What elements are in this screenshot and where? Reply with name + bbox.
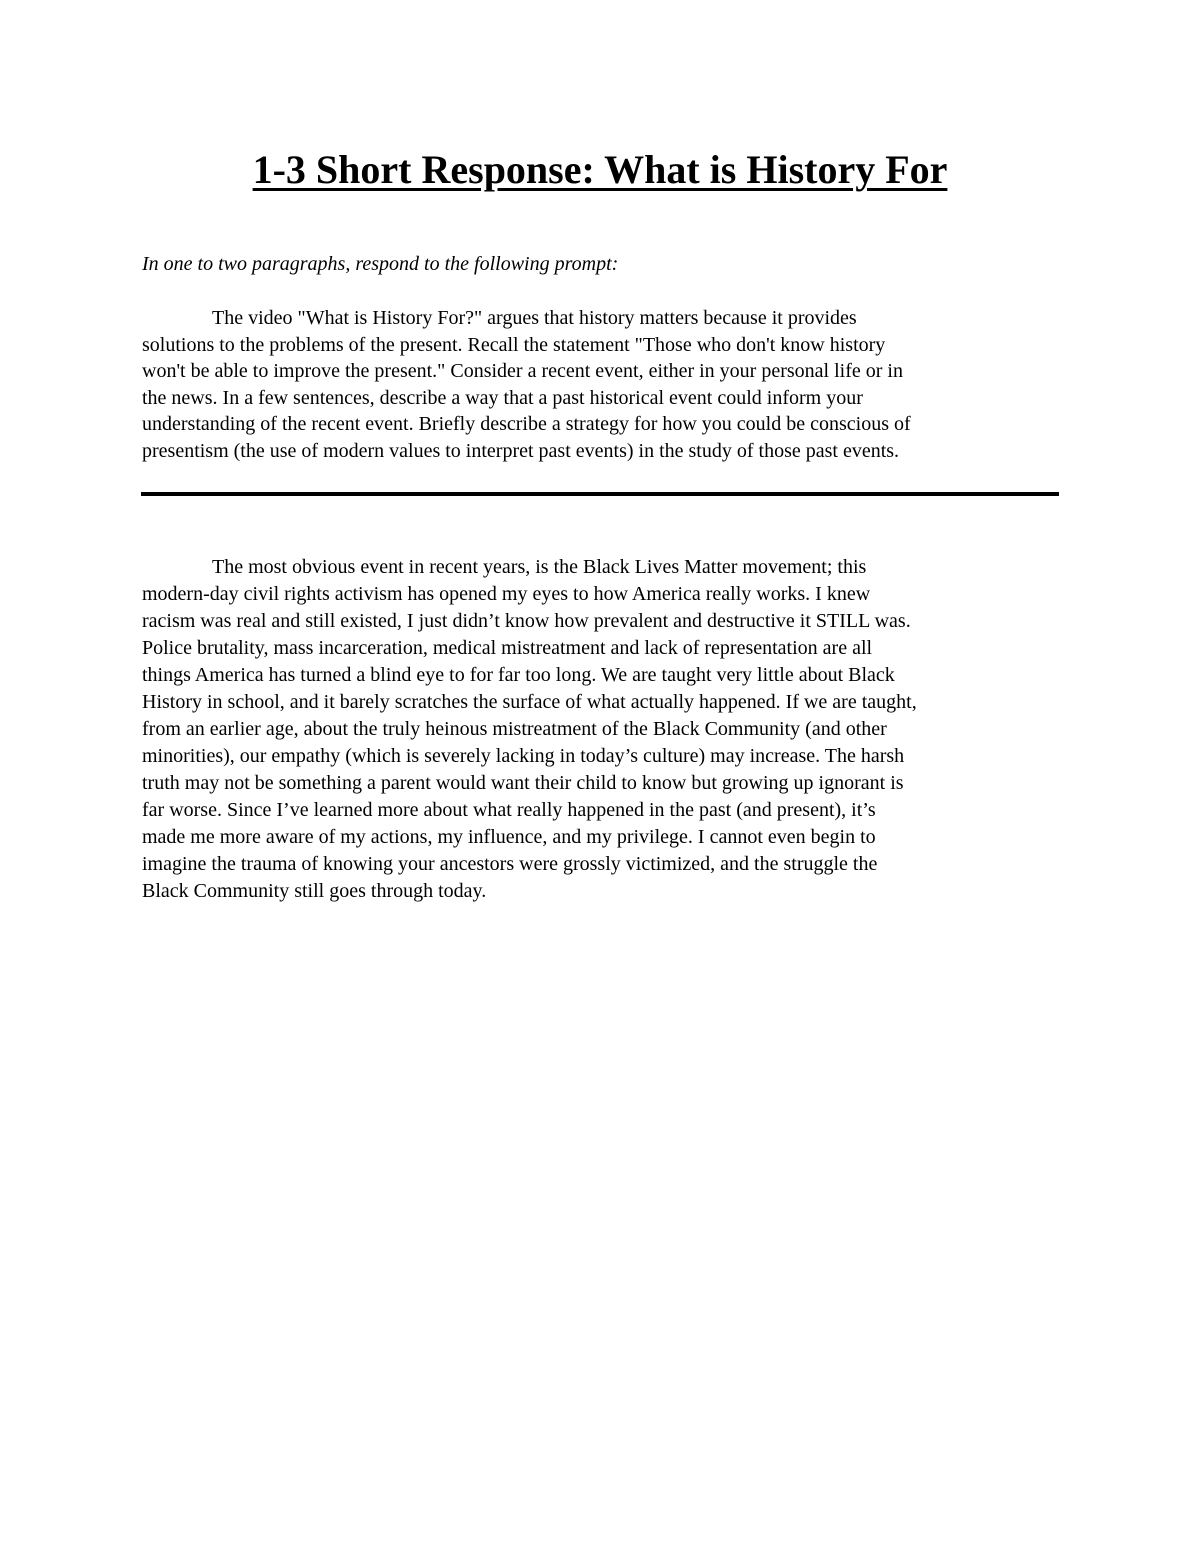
- response-line: The most obvious event in recent years, is the Black Lives Matter movement; this: [212, 556, 867, 578]
- horizontal-divider: [141, 492, 1059, 496]
- prompt-line: the news. In a few sentences, describe a way that a past historical event could inform your: [142, 386, 863, 409]
- prompt-line: understanding of the recent event. Briefly describe a strategy for how you could be conscious of: [142, 413, 911, 436]
- response-line: modern-day civil rights activism has opened my eyes to how America really works. I knew: [142, 583, 871, 605]
- response-line: truth may not be something a parent would want their child to know but growing up ignorant is: [142, 772, 904, 794]
- response-line: Police brutality, mass incarceration, medical mistreatment and lack of representation are all: [142, 637, 873, 659]
- prompt-line: The video "What is History For?" argues that history matters because it provides: [212, 307, 857, 329]
- prompt-line: presentism (the use of modern values to interpret past events) in the study of those past events.: [142, 439, 900, 462]
- response-line: racism was real and still existed, I just didn’t know how prevalent and destructive it STILL was.: [142, 610, 911, 632]
- response-paragraph: [142, 554, 1062, 905]
- page-title: 1-3 Short Response: What is History For: [252, 147, 948, 192]
- response-line: from an earlier age, about the truly heinous mistreatment of the Black Community (and other: [142, 718, 887, 740]
- response-line: minorities), our empathy (which is severely lacking in today’s culture) may increase. The harsh: [142, 745, 905, 767]
- response-line: History in school, and it barely scratches the surface of what actually happened. If we are taught,: [142, 691, 917, 713]
- instruction-text: In one to two paragraphs, respond to the following prompt:: [142, 253, 619, 275]
- response-line: imagine the trauma of knowing your ancestors were grossly victimized, and the struggle the: [142, 853, 878, 875]
- response-line: far worse. Since I’ve learned more about what really happened in the past (and present), it’s: [142, 799, 876, 821]
- prompt-line: won't be able to improve the present." Consider a recent event, either in your personal life or in: [142, 360, 903, 383]
- response-line: things America has turned a blind eye to for far too long. We are taught very little about Black: [142, 664, 895, 686]
- prompt-line: solutions to the problems of the present. Recall the statement "Those who don't know history: [142, 333, 886, 356]
- response-line: made me more aware of my actions, my influence, and my privilege. I cannot even begin to: [142, 826, 876, 848]
- response-line: Black Community still goes through today.: [142, 880, 487, 902]
- prompt-paragraph: [142, 305, 1062, 465]
